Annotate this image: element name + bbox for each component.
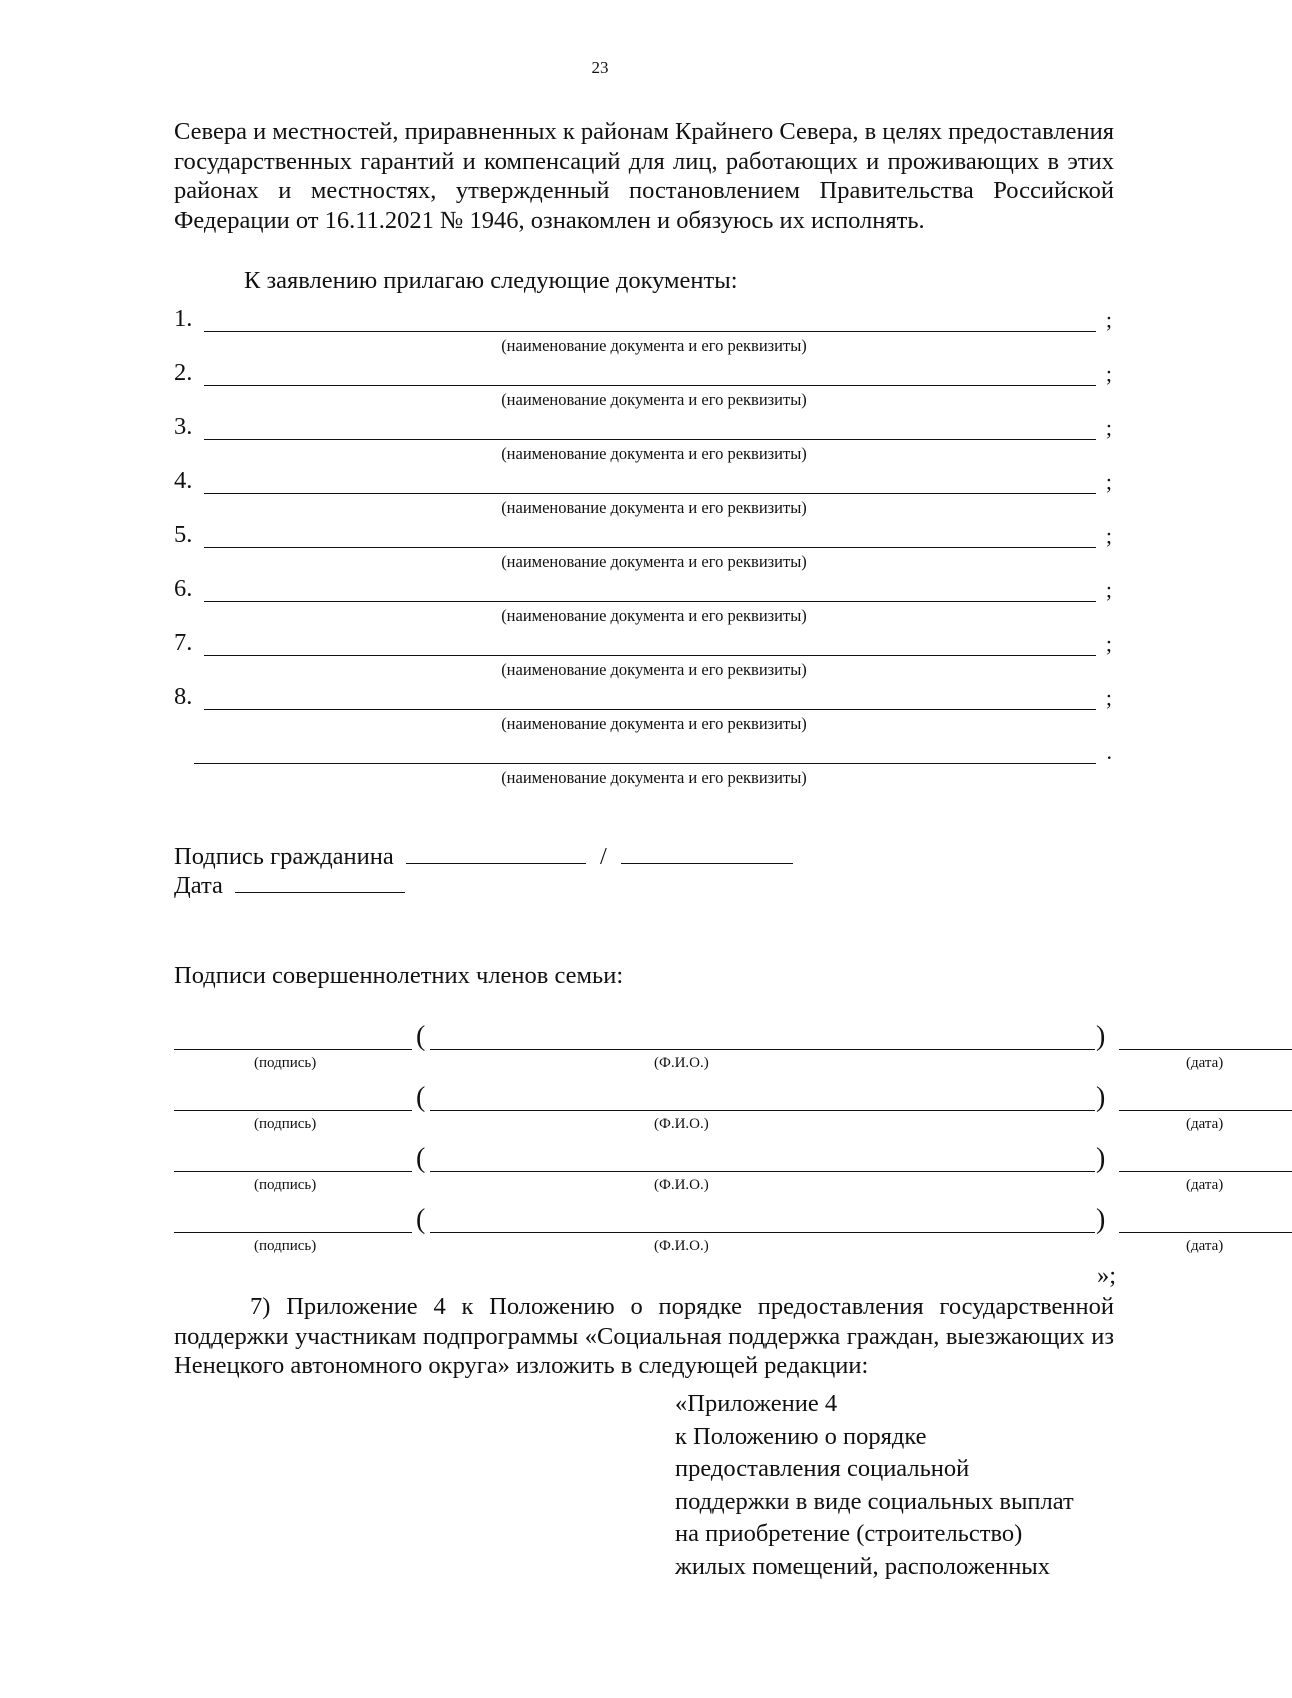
document-hint: (наименование документа и его реквизиты) — [501, 660, 807, 679]
document-entry-line[interactable] — [204, 709, 1096, 710]
family-signature-field[interactable] — [174, 1232, 412, 1233]
family-signatures-heading: Подписи совершеннолетних членов семьи: — [174, 962, 624, 989]
close-paren: ) — [1096, 1021, 1106, 1052]
document-entry-line[interactable] — [204, 493, 1096, 494]
family-fio-field[interactable] — [430, 1110, 1095, 1111]
family-signature-row-1 — [174, 1021, 1224, 1081]
appendix-heading-block — [675, 1388, 1125, 1583]
fio-hint: (Ф.И.О.) — [654, 1177, 709, 1193]
document-entry-line[interactable] — [204, 655, 1096, 656]
family-signature-row-2 — [174, 1082, 1224, 1142]
document-hint: (наименование документа и его реквизиты) — [501, 552, 807, 571]
appendix-line: на приобретение (строительство) — [675, 1520, 1023, 1547]
family-signature-field[interactable] — [174, 1049, 412, 1050]
citizen-signature-line — [174, 841, 793, 871]
page-number: 23 — [591, 58, 609, 77]
fio-hint: (Ф.И.О.) — [654, 1055, 709, 1071]
document-entry-line[interactable] — [204, 331, 1096, 332]
open-paren: ( — [416, 1204, 426, 1235]
signature-hint: (подпись) — [254, 1055, 317, 1071]
document-hint: (наименование документа и его реквизиты) — [501, 390, 807, 409]
fio-hint: (Ф.И.О.) — [654, 1116, 709, 1132]
document-number: 8. — [174, 683, 193, 710]
date-field[interactable] — [235, 870, 405, 893]
document-number: 6. — [174, 575, 193, 602]
date-hint: (дата) — [1186, 1116, 1224, 1132]
close-paren: ) — [1096, 1082, 1106, 1113]
citizen-name-field[interactable] — [621, 841, 793, 864]
document-terminator: . — [1106, 739, 1112, 764]
date-hint: (дата) — [1186, 1238, 1224, 1254]
family-signature-field[interactable] — [174, 1171, 412, 1172]
document-entry-line[interactable] — [194, 763, 1096, 764]
date-hint: (дата) — [1186, 1177, 1224, 1193]
document-hint: (наименование документа и его реквизиты) — [501, 336, 807, 355]
signature-hint: (подпись) — [254, 1116, 317, 1132]
document-number: 1. — [174, 305, 193, 332]
document-number: 5. — [174, 521, 193, 548]
document-entry-line[interactable] — [204, 601, 1096, 602]
document-row-3 — [174, 413, 1114, 467]
document-row-5 — [174, 521, 1114, 575]
date-label: Дата — [174, 872, 223, 899]
family-date-field[interactable] — [1119, 1232, 1292, 1233]
document-row-6 — [174, 575, 1114, 629]
document-terminator: ; — [1105, 361, 1112, 386]
document-hint: (наименование документа и его реквизиты) — [501, 444, 807, 463]
open-paren: ( — [416, 1143, 426, 1174]
document-row-1 — [174, 305, 1114, 359]
document-number: 2. — [174, 359, 193, 386]
document-row-8 — [174, 683, 1114, 737]
document-row-4 — [174, 467, 1114, 521]
document-terminator: ; — [1105, 577, 1112, 602]
family-date-field[interactable] — [1119, 1171, 1292, 1172]
intro-paragraph: Севера и местностей, приравненных к районам Крайнего Севера, в целях предоставления государственных гарантий и компенсаций для лиц, работающих и проживающих в этих районах и местностях, утвержденный постановлением Правительства Российской Федерации от 16.11.2021 № 1946, ознакомлен и обязуюсь их исполнять. — [174, 118, 1114, 234]
appendix-line: жилых помещений, расположенных — [675, 1552, 1051, 1580]
close-paren: ) — [1096, 1143, 1106, 1174]
family-signature-row-3 — [174, 1143, 1224, 1203]
family-date-field[interactable] — [1119, 1110, 1292, 1111]
open-paren: ( — [416, 1082, 426, 1113]
open-paren: ( — [416, 1021, 426, 1052]
fio-hint: (Ф.И.О.) — [654, 1238, 709, 1254]
family-fio-field[interactable] — [430, 1049, 1095, 1050]
document-hint: (наименование документа и его реквизиты) — [501, 768, 807, 787]
document-terminator: ; — [1105, 685, 1112, 710]
family-fio-field[interactable] — [430, 1232, 1095, 1233]
document-row-2 — [174, 359, 1114, 413]
document-terminator: ; — [1105, 523, 1112, 548]
document-terminator: ; — [1105, 469, 1112, 494]
document-hint: (наименование документа и его реквизиты) — [501, 606, 807, 625]
family-fio-field[interactable] — [430, 1171, 1095, 1172]
document-number: 7. — [174, 629, 193, 656]
document-terminator: ; — [1105, 631, 1112, 656]
document-terminator: ; — [1105, 415, 1112, 440]
document-row-extra — [174, 737, 1114, 791]
family-signature-row-4 — [174, 1204, 1224, 1264]
close-paren: ) — [1096, 1204, 1106, 1235]
document-hint: (наименование документа и его реквизиты) — [501, 498, 807, 517]
citizen-signature-label: Подпись гражданина — [174, 843, 394, 870]
citizen-signature-field[interactable] — [406, 841, 586, 864]
document-entry-line[interactable] — [204, 385, 1096, 386]
appendix-line: к Положению о порядке — [675, 1422, 927, 1450]
closing-quote: »; — [1096, 1262, 1116, 1289]
document-number: 4. — [174, 467, 193, 494]
attachments-heading: К заявлению прилагаю следующие документы: — [244, 267, 738, 294]
document-hint: (наименование документа и его реквизиты) — [501, 714, 807, 733]
citizen-date-line — [174, 870, 405, 900]
document-entry-line[interactable] — [204, 547, 1096, 548]
document-entry-line[interactable] — [204, 439, 1096, 440]
signature-hint: (подпись) — [254, 1177, 317, 1193]
signature-hint: (подпись) — [254, 1238, 317, 1254]
family-date-field[interactable] — [1119, 1049, 1292, 1050]
appendix-line: поддержки в виде социальных выплат — [675, 1487, 1074, 1515]
signature-separator: / — [600, 843, 607, 870]
family-signature-field[interactable] — [174, 1110, 412, 1111]
item-7-paragraph: 7) Приложение 4 к Положению о порядке предоставления государственной поддержки участникам подпрограммы «Социальная поддержка граждан, выезжающих из Ненецкого автономного округа» изложить в следующей редакции: — [174, 1293, 1114, 1379]
document-row-7 — [174, 629, 1114, 683]
document-number: 3. — [174, 413, 193, 440]
appendix-line: предоставления социальной — [675, 1455, 970, 1482]
document-terminator: ; — [1105, 307, 1112, 332]
date-hint: (дата) — [1186, 1055, 1224, 1071]
appendix-line: «Приложение 4 — [675, 1390, 838, 1417]
